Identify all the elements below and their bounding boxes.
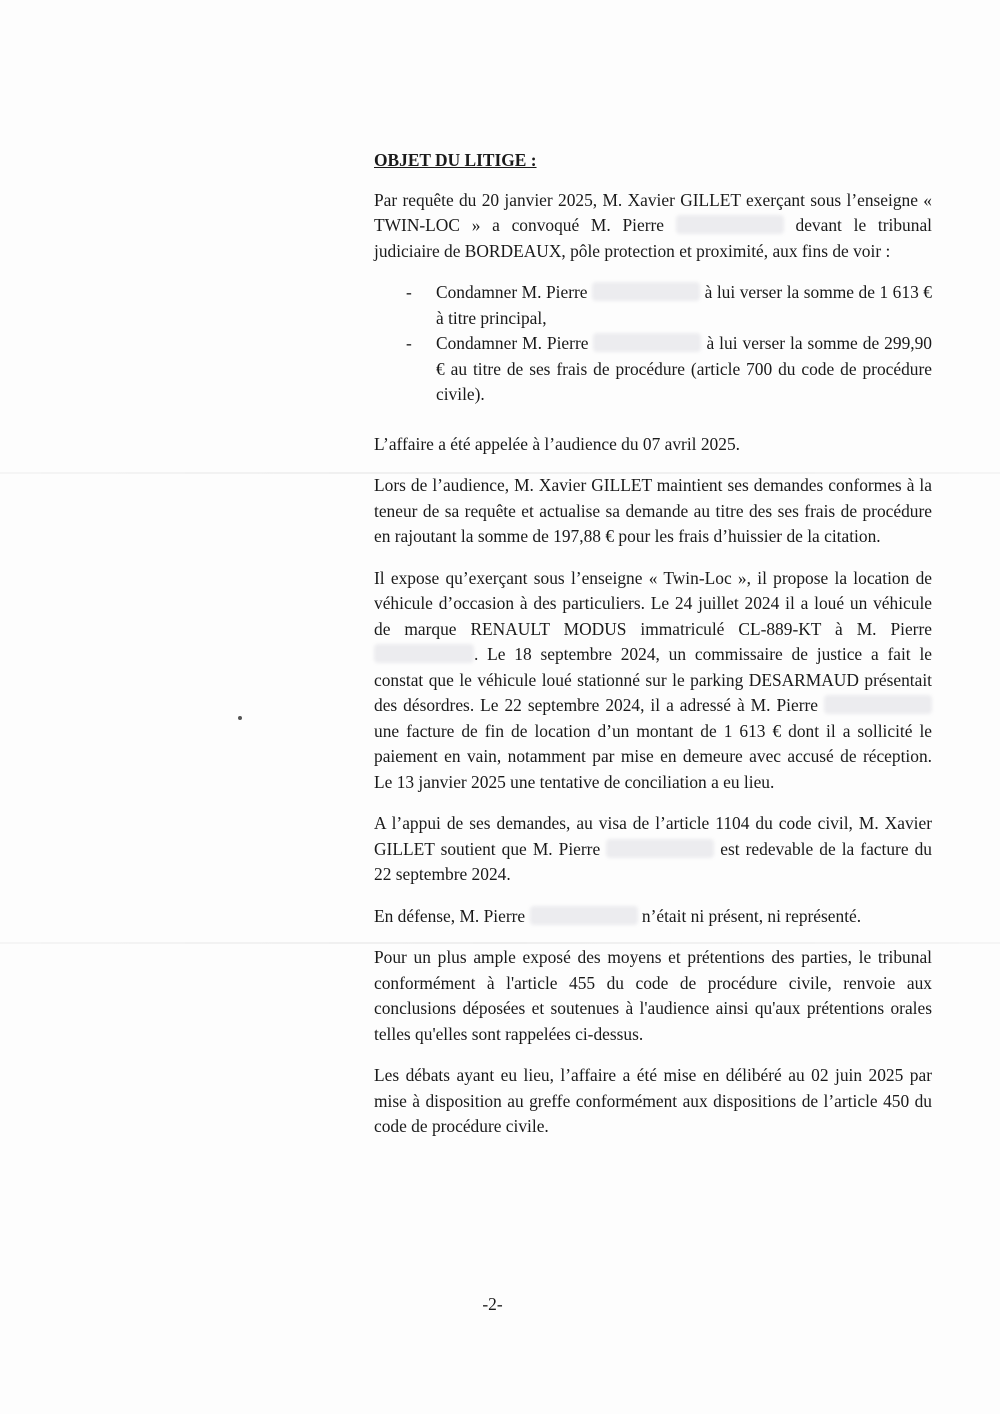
defense-text-2: n’était ni présent, ni représenté. — [641, 905, 862, 926]
list-dash: - — [406, 282, 412, 302]
exposition-text-2: . Le 18 septembre 2024, un commissaire de justice a fait le constat que le véhicule loué stationné sur le parking DESARMAUD présentait des désordres. Le 22 septembre 2024, il a adressé à M. Pierre — [374, 644, 932, 715]
audience-paragraph: Lors de l’audience, M. Xavier GILLET maintient ses demandes conformes à la teneur de sa requête et actualise sa demande au titre des ses frais de procédure en rajoutant la somme de 197,88 € pour les frais d’huissier de la citation. — [374, 475, 932, 546]
exposition-text-1: Il expose qu’exerçant sous l’enseigne « Twin-Loc », il propose la location de véhicule d’occasion à des particuliers. Le 24 juillet 2024 il a loué un véhicule de marque RENAULT MODUS immatriculé CL-889-KT à M. Pierre — [374, 567, 932, 639]
claim-text-before: Condamner M. Pierre — [436, 282, 588, 302]
redacted-name — [592, 282, 700, 301]
redacted-name — [824, 695, 932, 714]
claim-text-before: Condamner M. Pierre — [436, 333, 589, 353]
support-paragraph — [374, 811, 932, 888]
intro-text-1: Par requête du 20 janvier 2025, M. Xavier GILLET exerçant sous l’enseigne « TWIN-LOC » a convoqué M. Pierre — [374, 189, 932, 235]
redacted-name — [593, 333, 701, 352]
redacted-name — [374, 644, 474, 663]
redacted-name — [530, 906, 638, 925]
claim-text-after: à lui verser la somme de 299,90 € au titre de ses frais de procédure (article 700 du code de procédure civile). — [436, 333, 933, 404]
list-dash: - — [406, 333, 412, 353]
redacted-name — [606, 839, 714, 858]
section-heading: OBJET DU LITIGE : — [374, 150, 537, 170]
claims-list — [374, 280, 932, 408]
intro-text-2: devant le tribunal judiciaire de BORDEAUX, pôle protection et proximité, aux fins de voir : — [374, 215, 932, 261]
exposition-paragraph — [374, 566, 932, 796]
intro-paragraph — [374, 188, 932, 265]
paper-speck — [238, 716, 242, 720]
claim-item — [374, 280, 932, 331]
claim-item — [374, 331, 932, 408]
page-number: -2- — [482, 1294, 503, 1314]
hearing-paragraph: L’affaire a été appelée à l’audience du 07 avril 2025. — [374, 433, 740, 454]
support-text-2: est redevable de la facture du 22 septembre 2024. — [374, 838, 932, 884]
document-body — [374, 148, 932, 1156]
ample-paragraph: Pour un plus ample exposé des moyens et prétentions des parties, le tribunal conformément à l'article 455 du code de procédure civile, renvoie aux conclusions déposées et soutenues à l'audience ainsi qu'aux prétentions orales telles qu'elles sont rappelées ci-dessus. — [374, 947, 932, 1044]
exposition-text-3: une facture de fin de location d’un montant de 1 613 € dont il a sollicité le paiement en vain, notamment par mise en demeure avec accusé de réception. Le 13 janvier 2025 une tentative de conciliation a eu lieu. — [374, 720, 932, 792]
defense-text-1: En défense, M. Pierre — [374, 905, 526, 926]
claim-text-after: à lui verser la somme de 1 613 € à titre principal, — [436, 282, 932, 328]
debats-paragraph: Les débats ayant eu lieu, l’affaire a été mise en délibéré au 02 juin 2025 par mise à disposition au greffe conformément aux dispositions de l’article 450 du code de procédure civile. — [374, 1065, 932, 1136]
defense-paragraph — [374, 904, 932, 930]
redacted-name — [676, 215, 784, 234]
support-text-1: A l’appui de ses demandes, au visa de l’article 1104 du code civil, M. Xavier GILLET soutient que M. Pierre — [374, 813, 932, 859]
